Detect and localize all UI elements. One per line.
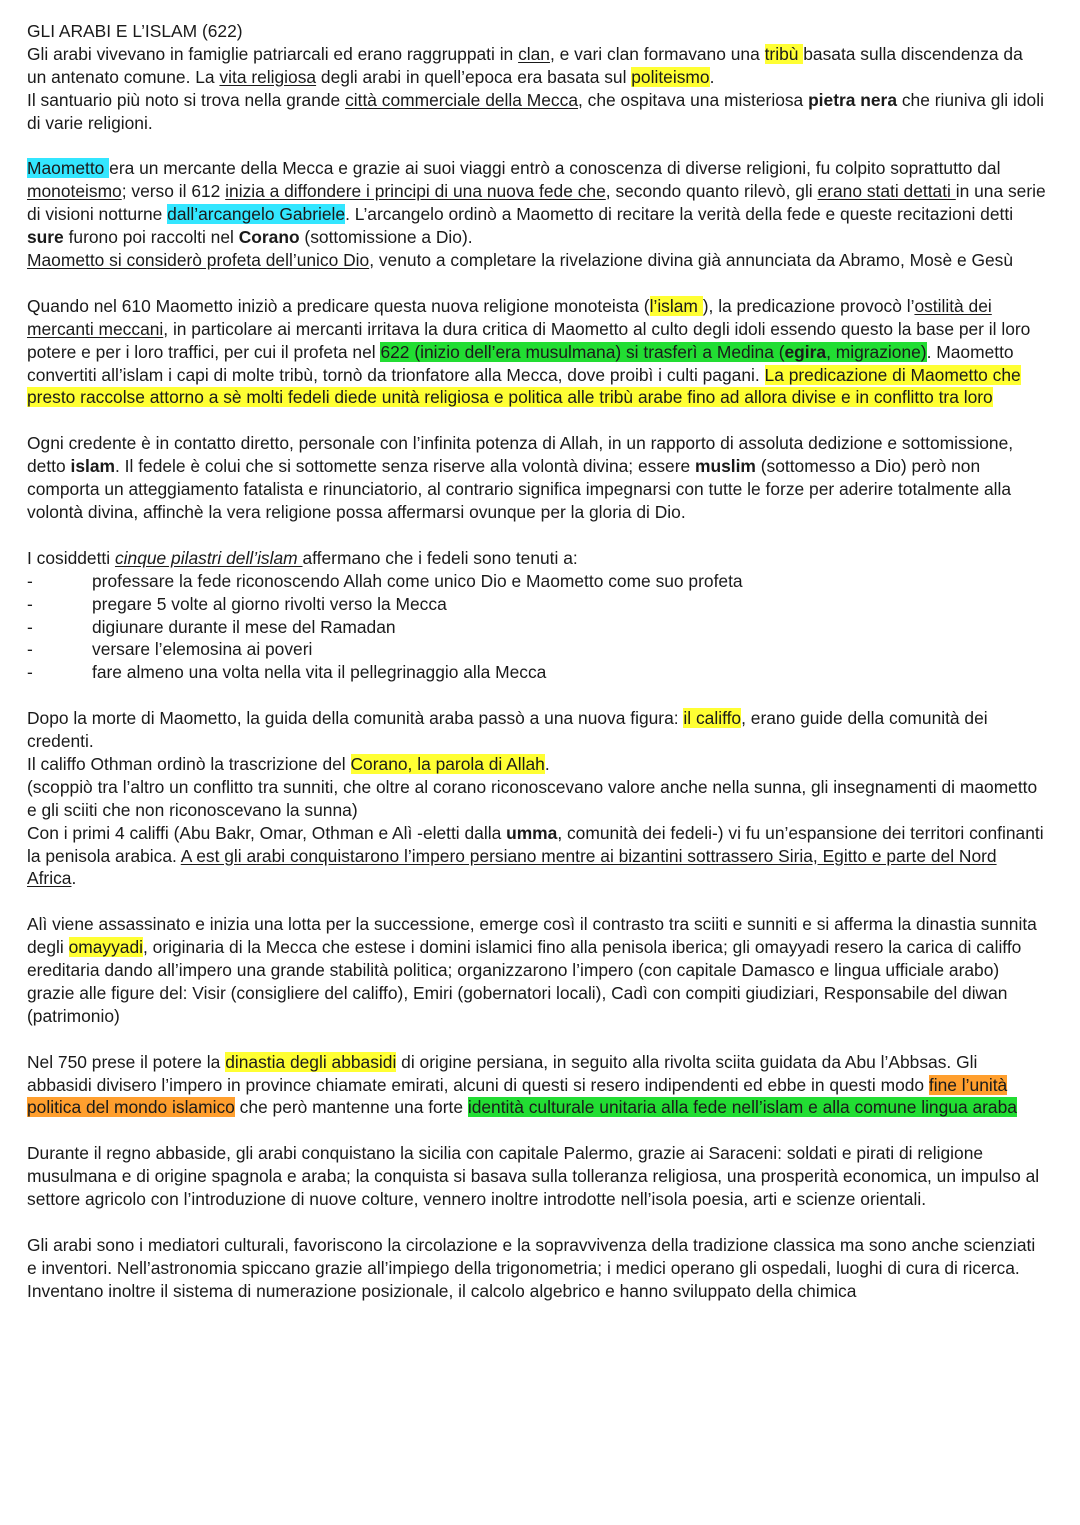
list-item-text: versare l’elemosina ai poveri [92, 639, 313, 660]
text: Il califfo Othman ordinò la trascrizione del [27, 753, 351, 774]
text: ), la predicazione provocò l’ [702, 295, 915, 316]
dash-bullet: - [27, 662, 33, 683]
highlight-identita-culturale: identità culturale unitaria alla fede nell’islam e alla comune lingua araba [467, 1097, 1017, 1118]
list-item [27, 661, 1046, 684]
underlined-monoteismo: monoteismo [27, 181, 122, 202]
text: . [71, 868, 77, 889]
text: . L’arcangelo ordinò a Maometto di recitare la verità della fede e queste recitazioni detti [345, 204, 1014, 225]
text: Dopo la morte di Maometto, la guida della comunità araba passò a una nuova figura: [27, 708, 684, 729]
text: . Maometto convertiti all’islam i capi di molte tribù, tornò da trionfatore alla Mecca, dove proibì i culti pagani. [27, 341, 1014, 385]
paragraph-abbasidi [27, 1051, 1046, 1120]
text: era un mercante della Mecca e grazie ai suoi viaggi entrò a conoscenza di diverse religioni, fu colpito soprattutto dal [109, 158, 1001, 179]
text: in una serie di visioni notturne [27, 181, 1046, 225]
highlight-arcangelo-gabriele: dall’arcangelo Gabriele [167, 204, 346, 225]
bold-sure: sure [27, 227, 64, 248]
text: (sottomesso a Dio) però non comporta un atteggiamento fatalista e rinunciatorio, al contrario significa impegnarsi con tutte le forze per aderire totalmente alla volontà divina, affinchè la vera religione possa affermarsi ovunque per la gloria di Dio. [27, 456, 1012, 522]
list-item [27, 616, 1046, 639]
text: Con i primi 4 califfi (Abu Bakr, Omar, Othman e Alì -eletti dalla [27, 822, 507, 843]
text: Nel 750 prese il potere la [27, 1051, 226, 1072]
paragraph-pilastri-intro [27, 547, 1046, 570]
bold-islam: islam [70, 456, 115, 477]
highlight-egira [380, 342, 926, 362]
text: , migrazione) [826, 341, 927, 362]
text: (sottomissione a Dio). [299, 227, 473, 248]
paragraph-maometto [27, 157, 1046, 272]
highlight-unita-religiosa: La predicazione di Maometto che presto raccolse attorno a sè molti fedeli diede unità religiosa e politica alle tribù arabe fino ad allora divise e in conflitto tra loro [27, 364, 1021, 408]
pillars-list [27, 570, 1046, 685]
underlined-clan: clan [518, 43, 550, 64]
underlined-dettati: erano stati dettati [817, 181, 956, 202]
text: Gli arabi sono i mediatori culturali, favoriscono la circolazione e la sopravvivenza della tradizione classica ma sono anche scienziati e inventori. Nell’astronomia spiccano grazie all’impiego della trigonometria; i medici operano gli ospedali, luoghi di cura di ricerca. [27, 1234, 1036, 1278]
paragraph-predicazione [27, 295, 1046, 410]
list-item-text: digiunare durante il mese del Ramadan [92, 616, 396, 637]
underlined-profeta: Maometto si considerò profeta dell’unico Dio [27, 250, 370, 271]
text: degli arabi in quell’epoca era basata sul [316, 66, 632, 87]
dash-bullet: - [27, 616, 33, 637]
underlined-citta-mecca: città commerciale della Mecca [345, 89, 578, 110]
text: affermano che i fedeli sono tenuti a: [302, 547, 578, 568]
highlight-abbasidi: dinastia degli abbasidi [225, 1051, 397, 1072]
text: , secondo quanto rilevò, gli [605, 181, 818, 202]
document-title: GLI ARABI E L’ISLAM (622) [27, 21, 243, 41]
paragraph-omayyadi [27, 913, 1046, 1028]
list-item-text: professare la fede riconoscendo Allah come unico Dio e Maometto come suo profeta [92, 570, 743, 591]
text: , venuto a completare la rivelazione divina già annunciata da Abramo, Mosè e Gesù [369, 250, 1014, 271]
text: . [709, 66, 715, 87]
text: Gli arabi vivevano in famiglie patriarcali ed erano raggruppati in [27, 43, 519, 64]
text: Alì viene assassinato e inizia una lotta per la successione, emerge così il contrasto tra sciiti e sunniti e si afferma la dinastia sunnita degli [27, 914, 1037, 958]
text: (scoppiò tra l’altro un conflitto tra sunniti, che oltre al corano riconoscevano valore anche nella sunna, gli insegnamenti di maometto e gli sciiti che non riconoscevano la sunna) [27, 776, 1038, 820]
highlight-corano: Corano, la parola di Allah [350, 753, 545, 774]
text: furono poi raccolti nel [63, 227, 239, 248]
list-item [27, 638, 1046, 661]
paragraph-arabi-clan [27, 43, 1046, 135]
paragraph-mediatori [27, 1234, 1046, 1303]
underlined-vita-religiosa: vita religiosa [219, 66, 317, 87]
text: Quando nel 610 Maometto iniziò a predicare questa nuova religione monoteista ( [27, 295, 650, 316]
underlined-ostilita: ostilità dei mercanti meccani [27, 295, 992, 339]
list-item-text: pregare 5 volte al giorno rivolti verso la Mecca [92, 593, 447, 614]
bold-pietra-nera: pietra nera [808, 89, 897, 110]
underlined-nuova-fede: inizia a diffondere i principi di una nuova fede che [225, 181, 606, 202]
text: I cosiddetti [27, 547, 115, 568]
highlight-califfo: il califfo [683, 708, 742, 729]
text: , erano guide della comunità dei credenti. [27, 708, 988, 752]
paragraph-sicilia: Durante il regno abbaside, gli arabi conquistano la sicilia con capitale Palermo, grazie ai Saraceni: soldati e pirati di religione musulmana e di origine spagnola e araba; la conquista si basava sulla tolleranza religiosa, una prosperità economica, un impulso al settore agricolo con l’introduzione di nuove colture, vennero inoltre introdotte nell’isola poesia, arti e scienze orientali. [27, 1143, 1040, 1210]
highlight-tribu: tribù [764, 43, 804, 64]
highlight-fine-unita: fine l’unità politica del mondo islamico [27, 1074, 1008, 1118]
list-item [27, 570, 1046, 593]
text: , e vari clan formavano una [549, 43, 765, 64]
bold-umma: umma [506, 822, 558, 843]
text: che però mantenne una forte [234, 1097, 468, 1118]
text: Ogni credente è in contatto diretto, personale con l’infinita potenza di Allah, in un rapporto di assoluta dedizione e sottomissione, detto [27, 433, 1014, 477]
bold-muslim: muslim [695, 456, 756, 477]
text: 622 (inizio dell’era musulmana) si trasferì a Medina ( [380, 341, 785, 362]
underlined-conquiste: A est gli arabi conquistarono l’impero persiano mentre ai bizantini sottrassero Siria, Egitto e parte del Nord Africa [27, 845, 997, 889]
paragraph-califfi [27, 707, 1046, 890]
text: di origine persiana, in seguito alla rivolta sciita guidata da Abu l’Abbsas. Gli abbasidi divisero l’impero in province chiamate emirati, alcuni di questi si resero indipendenti ed ebbe in questi modo [27, 1051, 978, 1095]
text: basata sulla discendenza da un antenato comune. La [27, 43, 1023, 87]
bold-corano: Corano [238, 227, 300, 248]
text: , comunità dei fedeli-) vi fu un’espansione dei territori confinanti la penisola arabica. [27, 822, 1044, 866]
list-item [27, 593, 1046, 616]
bold-egira: egira [784, 341, 827, 362]
text: che riuniva gli idoli di varie religioni. [27, 89, 1044, 133]
dash-bullet: - [27, 639, 33, 660]
dash-bullet: - [27, 593, 33, 614]
text: . [544, 753, 550, 774]
highlight-politeismo: politeismo [631, 66, 710, 87]
text: ; verso il 612 [121, 181, 226, 202]
highlight-maometto: Maometto [27, 158, 110, 179]
text: , in particolare ai mercanti irritava la dura critica di Maometto al culto degli idoli essendo questo la base per il loro potere e per i loro traffici, per cui il profeta nel [27, 318, 1031, 362]
highlight-omayyadi: omayyadi [68, 937, 144, 958]
text: , che ospitava una misteriosa [578, 89, 809, 110]
text: Il santuario più noto si trova nella grande [27, 89, 346, 110]
text: , originaria di la Mecca che estese i domini islamici fino alla penisola iberica; gli omayyadi resero la carica di califfo ereditaria dando all’impero una grande stabilità politica; organizzarono l’impero (con capitale Damasco e lingua ufficiale arabo) grazie alle figure del: Visir (consigliere del califfo), Emiri (gobernatori locali), Cadì con compiti giudiziari, Responsabile del diwan (patrimonio) [27, 937, 1022, 1026]
text: Inventano inoltre il sistema di numerazione posizionale, il calcolo algebrico e hanno sviluppato della chimica [27, 1280, 857, 1301]
list-item-text: fare almeno una volta nella vita il pellegrinaggio alla Mecca [92, 662, 547, 683]
paragraph-credente [27, 432, 1046, 524]
text: . Il fedele è colui che si sottomette senza riserve alla volontà divina; essere [115, 456, 695, 477]
dash-bullet: - [27, 570, 33, 591]
highlight-lislam: l’islam [649, 295, 703, 316]
underlined-cinque-pilastri: cinque pilastri dell’islam [114, 547, 303, 568]
